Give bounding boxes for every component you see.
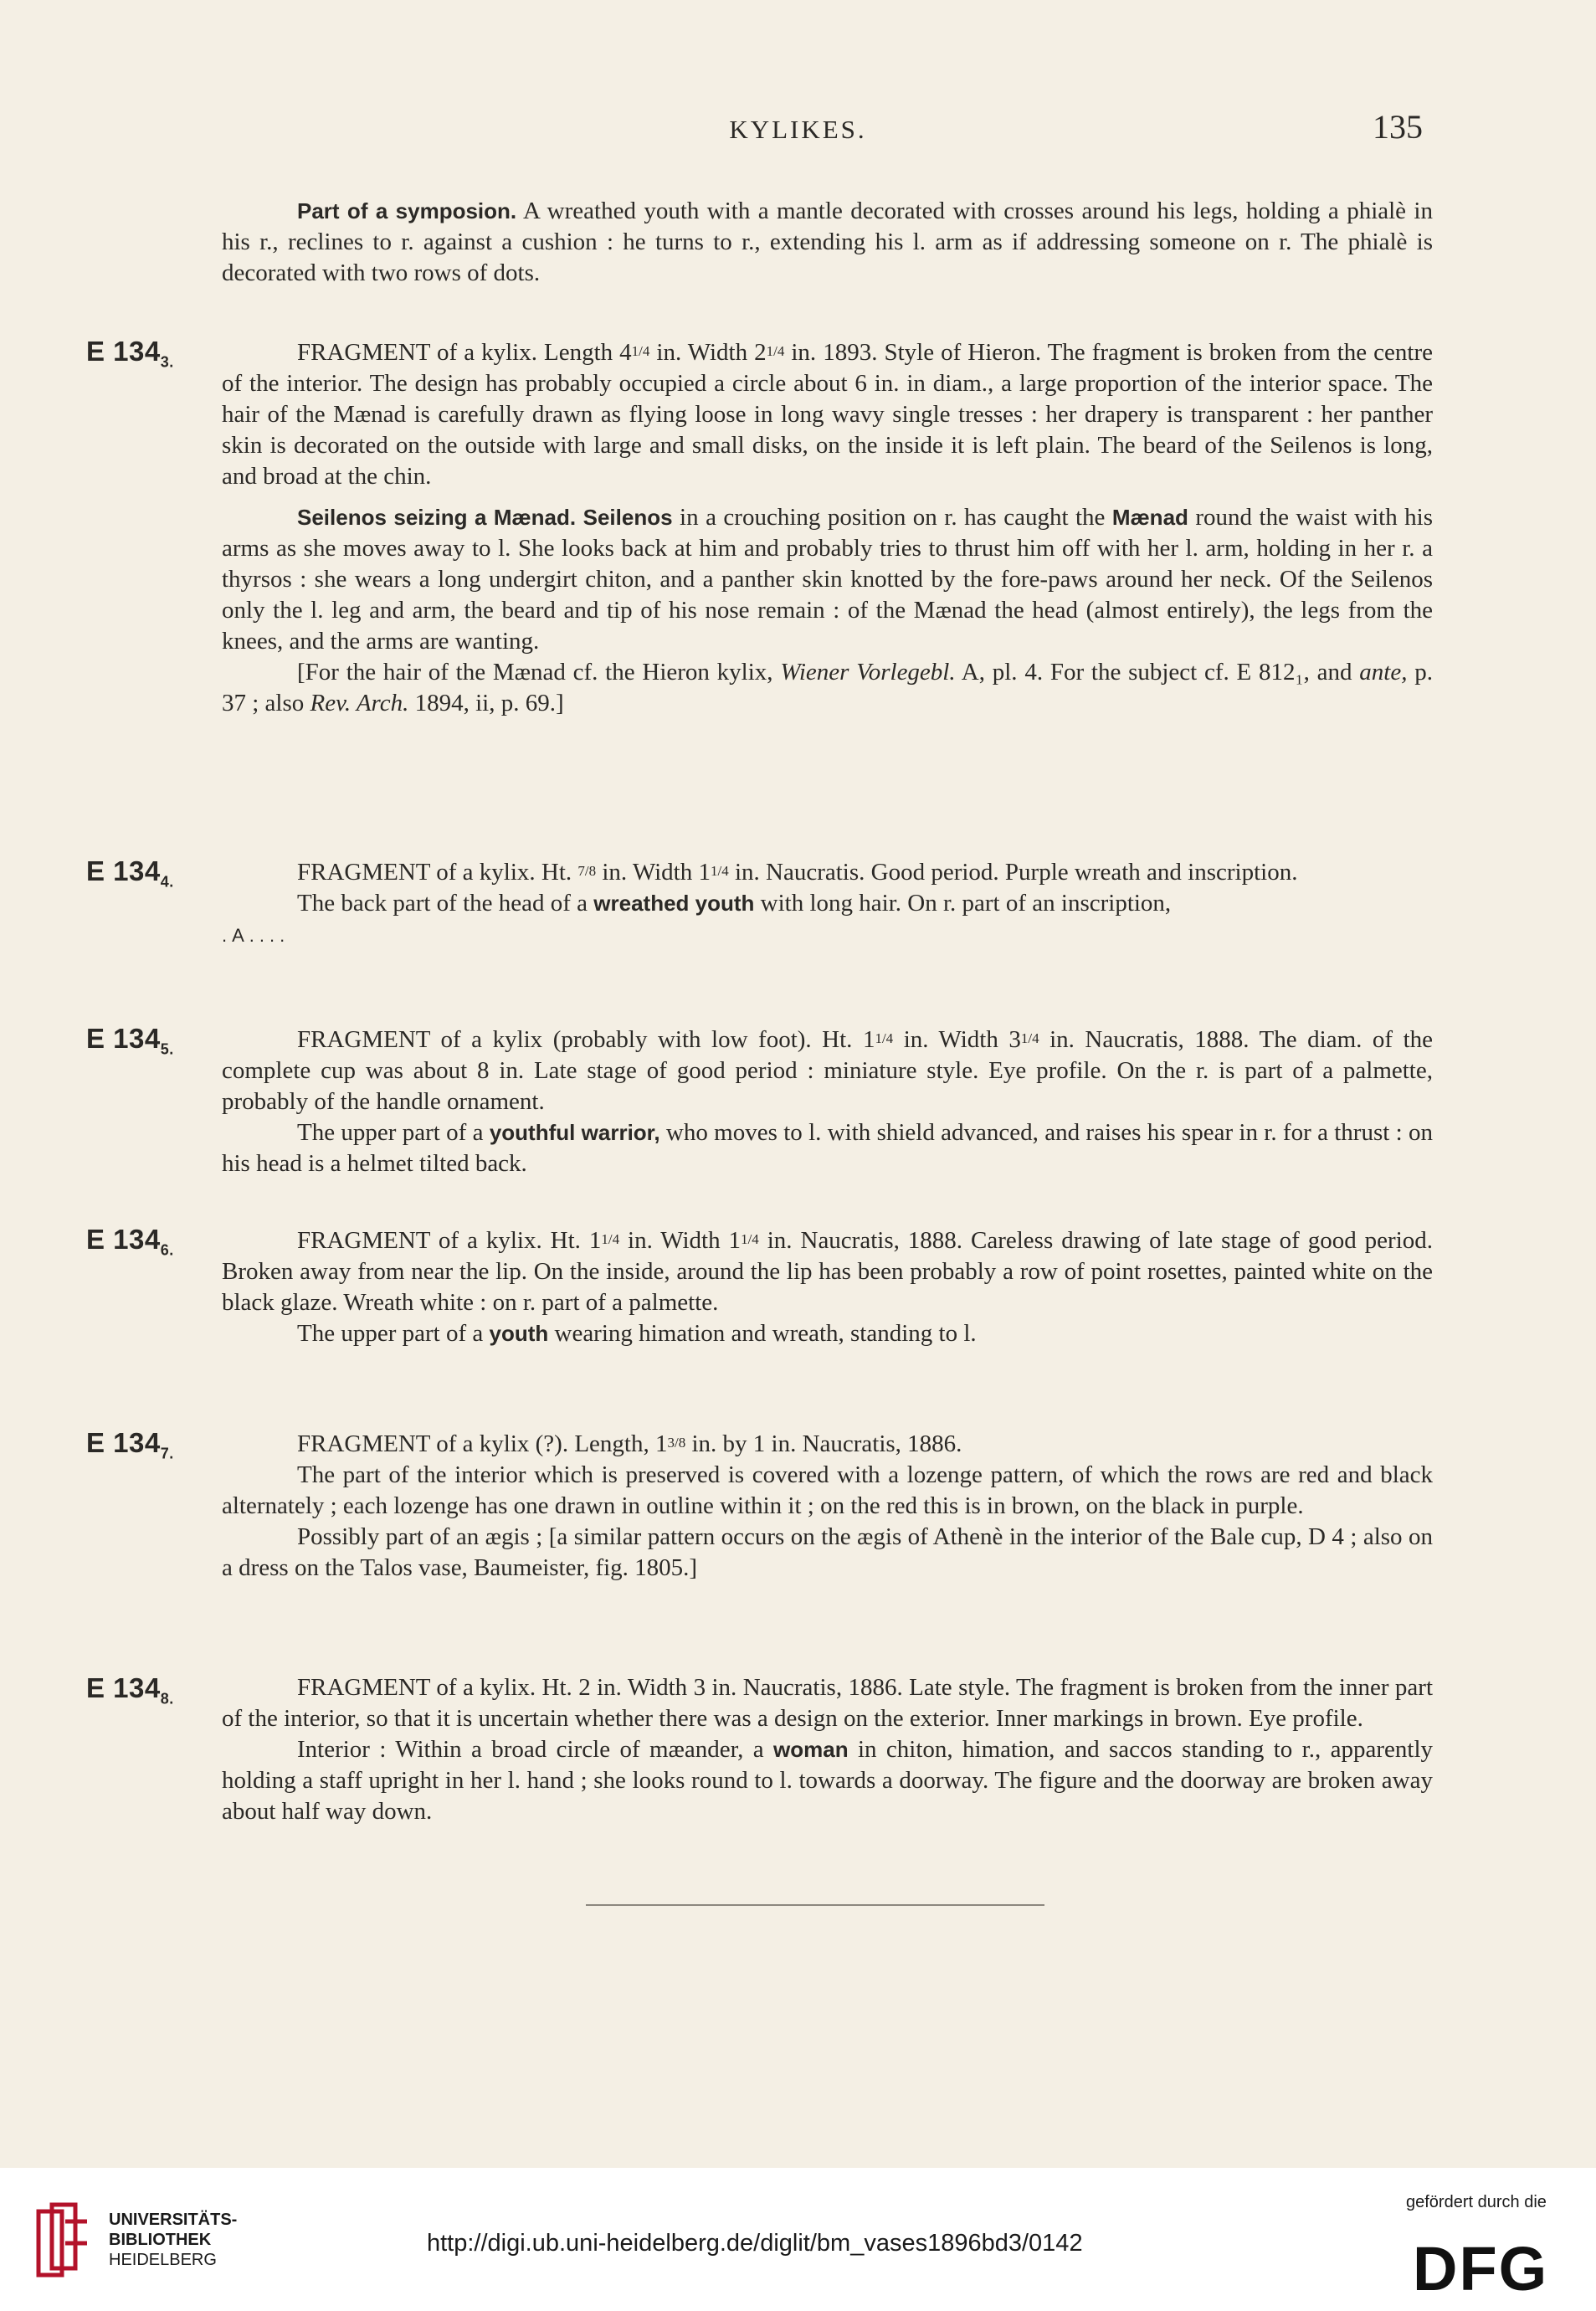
intro-block bbox=[0, 196, 1596, 289]
entry-subject: The back part of the head of a wreathed youth with long hair. On r. part of an inscription, bbox=[297, 890, 1172, 917]
dfg-logo: DFG bbox=[1413, 2234, 1549, 2303]
entry-subject: Seilenos seizing a Mænad. Seilenos in a crouching position on r. has caught the Mænad round the waist with his arms as she moves away to l. She looks back at him and probably tries to thrust him off with her l. arm, holding in her r. a thyrsos : she wears a long undergirt chiton, and a panther skin knotted by the fore-paws around her neck. Of the Seilenos only the l. leg and arm, the beard and tip of his nose remain : of the Mænad the head (almost entirely), the legs from the knees, and the arms are wanting. bbox=[222, 504, 1434, 655]
entry-label: E $134_{4.}$ bbox=[86, 855, 174, 891]
entry-description: FRAGMENT of a kylix. Ht. 2 in. Width 3 in. Naucratis, 1886. Late style. The fragment is broken from the inner part of the interior, so that it is uncertain whether there was a design on the exterior. Inner markings in brown. Eye profile. bbox=[222, 1674, 1433, 1732]
entry-label: E $134_{5.}$ bbox=[86, 1023, 174, 1058]
running-head: KYLIKES. bbox=[729, 115, 867, 144]
intro-text: A wreathed youth with a mantle decorated with crosses around his legs, holding a phialè in his r., reclines to r. against a cushion : he turns to r., extending his l. arm as if addressing someone on r. The phialè is decorated with two rows of dots. bbox=[222, 198, 1433, 286]
entry-subject: The upper part of a youthful warrior, who moves to l. with shield advanced, and raises his spear in r. for a thrust : on his head is a helmet tilted back. bbox=[222, 1119, 1434, 1177]
funding-label: gefördert durch die bbox=[1406, 2193, 1547, 2211]
entry-description: FRAGMENT of a kylix (probably with low foot). Ht. 11/4 in. Width 31/4 in. Naucratis, 1888. The diam. of the complete cup was about 8 in. Late stage of good period : miniature style. Eye profile. On the r. is part of a palmette, probably of the handle ornament. bbox=[222, 1026, 1433, 1115]
source-url[interactable]: http://digi.ub.uni-heidelberg.de/diglit/bm_vases1896bd3/0142 bbox=[427, 2230, 1083, 2257]
intro-paragraph bbox=[0, 196, 1596, 289]
entry-e134-7 bbox=[0, 1427, 1596, 1584]
entry-note: [For the hair of the Mænad cf. the Hieron kylix, Wiener Vorlegebl. A, pl. 4. For the subject cf. E 812₁, and ante, p. 37 ; also Rev. Arch. 1894, ii, p. 69.] bbox=[222, 659, 1434, 716]
entry-description: FRAGMENT of a kylix (?). Length, 13/8 in. by 1 in. Naucratis, 1886. bbox=[297, 1430, 962, 1457]
entry-subject: Interior : Within a broad circle of mæander, a woman in chiton, himation, and saccos standing to r., apparently holding a staff upright in her l. hand ; she looks round to l. towards a doorway. The figure and the doorway are broken away about half way down. bbox=[222, 1736, 1433, 1825]
entry-label: E $134_{7.}$ bbox=[86, 1427, 174, 1462]
entry-e134-3 bbox=[0, 336, 1596, 719]
entry-e134-4 bbox=[0, 855, 1596, 951]
entry-description: FRAGMENT of a kylix. Ht. 7/8 in. Width 11/4 in. Naucratis. Good period. Purple wreath and inscription. bbox=[297, 859, 1298, 886]
entry-e134-8 bbox=[0, 1672, 1596, 1827]
entry-e134-5 bbox=[0, 1023, 1596, 1179]
entry-label: E $134_{3.}$ bbox=[86, 336, 174, 371]
entry-subject: The upper part of a youth wearing himation and wreath, standing to l. bbox=[297, 1320, 977, 1347]
entry-label: E $134_{6.}$ bbox=[86, 1224, 174, 1259]
entry-inscription: .A.... bbox=[222, 925, 290, 946]
entry-description: FRAGMENT of a kylix. Length 41/4 in. Width 21/4 in. 1893. Style of Hieron. The fragment is broken from the centre of the interior. The design has probably occupied a circle about 6 in. in diam., a large proportion of the interior space. The hair of the Mænad is carefully drawn as flying loose in long wavy single tresses : her drapery is transparent : her panther skin is decorated on the outside with large and small disks, on the inside it is left plain. The beard of the Seilenos is long, and broad at the chin. bbox=[222, 339, 1434, 490]
entry-paragraph: The part of the interior which is preserved is covered with a lozenge pattern, of which the rows are red and black alternately ; each lozenge has one drawn in outline within it ; on the red this is in brown, on the black in purple. bbox=[222, 1461, 1433, 1519]
library-name: UNIVERSITÄTS- BIBLIOTHEK HEIDELBERG bbox=[109, 2211, 238, 2269]
section-divider bbox=[586, 1904, 1044, 1906]
page-number: 135 bbox=[1373, 108, 1423, 146]
entry-label: E $134_{8.}$ bbox=[86, 1672, 174, 1708]
entry-description: FRAGMENT of a kylix. Ht. 11/4 in. Width 11/4 in. Naucratis, 1888. Careless drawing of late stage of good period. Broken away from near the lip. On the inside, around the lip has been probably a row of point rosettes, painted white on the black glaze. Wreath white : on r. part of a palmette. bbox=[222, 1227, 1433, 1316]
entry-paragraph: Possibly part of an ægis ; [a similar pattern occurs on the ægis of Athenè in the interior of the Bale cup, D 4 ; also on a dress on the Talos vase, Baumeister, fig. 1805.] bbox=[222, 1523, 1433, 1581]
library-logo-icon bbox=[35, 2201, 90, 2285]
entry-e134-6 bbox=[0, 1224, 1596, 1349]
intro-heading: Part of a symposion. bbox=[297, 198, 517, 223]
